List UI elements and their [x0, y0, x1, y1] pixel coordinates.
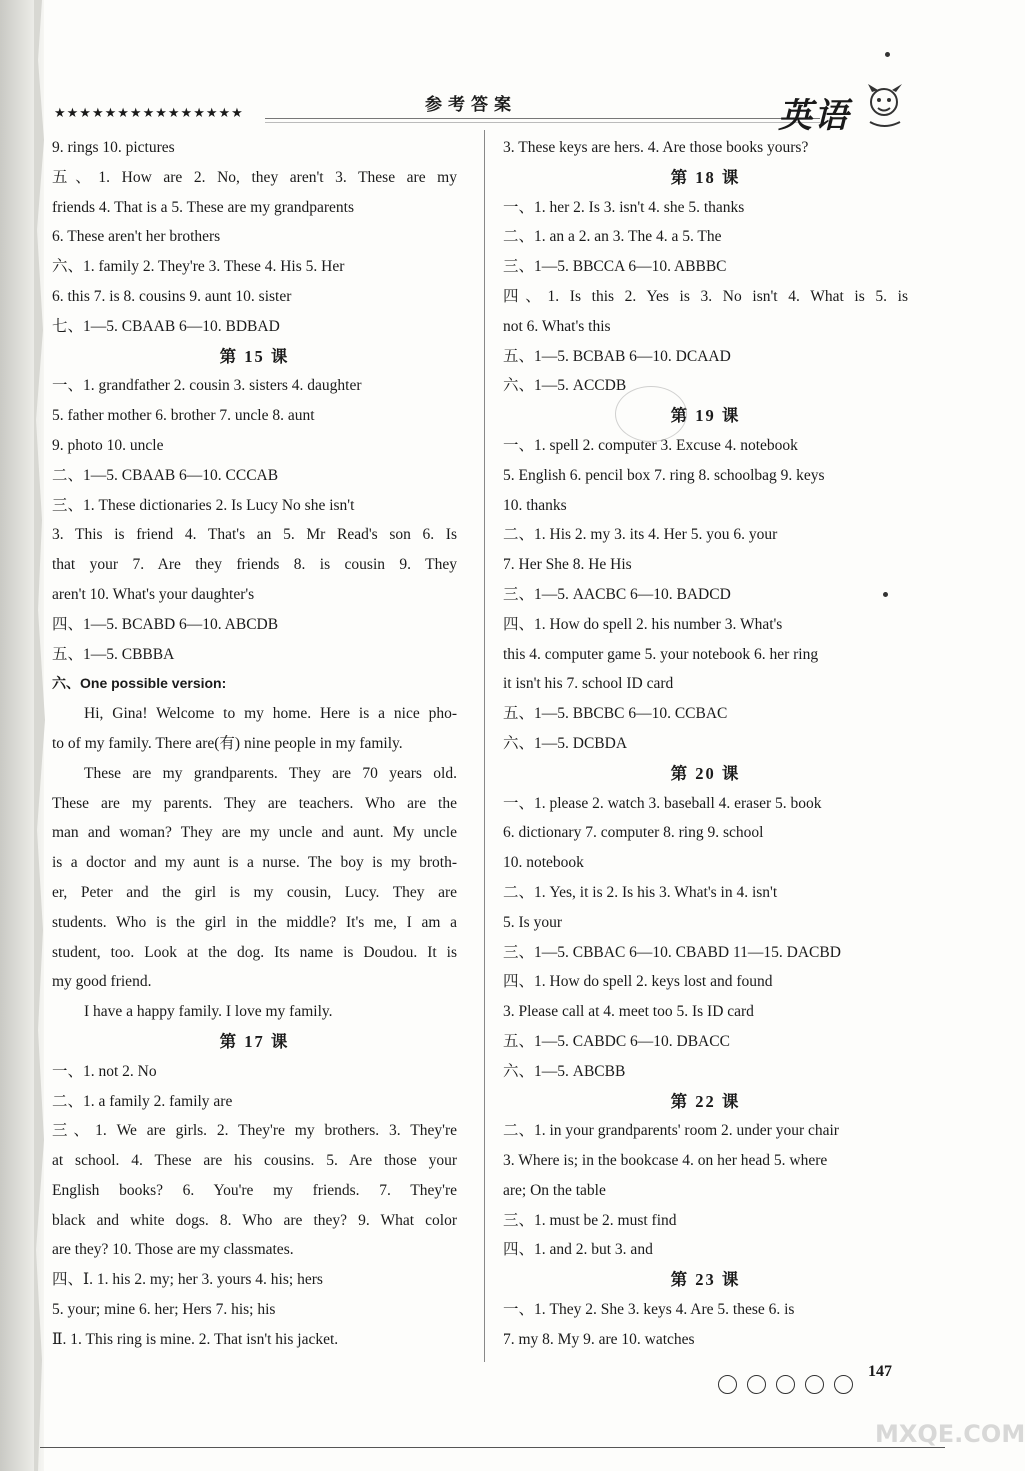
watermark-logo: MXQE.COM: [875, 1420, 1025, 1448]
dot-mark: [883, 592, 888, 597]
answer-line: 四、1. How do spell 2. his number 3. What's: [503, 615, 783, 633]
answer-line: is a doctor and my aunt is a nurse. The boy is my broth-: [52, 854, 457, 872]
brand-text: 英语: [778, 96, 850, 136]
answer-line: 二、1. an a 2. an 3. The 4. a 5. The: [503, 228, 722, 246]
answer-line: English books? 6. You're my friends. 7. They're: [52, 1181, 457, 1199]
answer-line: this 4. computer game 5. your notebook 6. her ring: [503, 645, 819, 663]
page-footer: [718, 1363, 918, 1415]
circle-decoration: [747, 1375, 766, 1394]
answer-line: 6. These aren't her brothers: [52, 228, 221, 246]
answer-line: 二、1—5. CBAAB 6—10. CCCAB: [52, 466, 279, 484]
answer-line: 一、1. please 2. watch 3. baseball 4. eraser 5. book: [503, 794, 822, 812]
answer-line: to of my family. There are(有) nine people in my family.: [52, 734, 403, 752]
answer-line: 五、1. How are 2. No, they aren't 3. These are my: [52, 168, 457, 186]
answer-line: 三、1. must be 2. must find: [503, 1211, 677, 1229]
answer-line: 五、1—5. BBCBC 6—10. CCBAC: [503, 705, 728, 723]
cartoon-icon: [862, 82, 908, 130]
answer-line: 5. Is your: [503, 913, 562, 931]
answer-line: 七、1—5. CBAAB 6—10. BDBAD: [52, 317, 280, 335]
lesson-heading: 第 18 课: [670, 167, 741, 187]
answer-line: 5. your; mine 6. her; Hers 7. his; his: [52, 1301, 276, 1319]
answer-line: 3. These keys are hers. 4. Are those books yours?: [503, 139, 809, 156]
answer-line: 四、1. How do spell 2. keys lost and found: [503, 973, 773, 991]
lesson-heading: 第 17 课: [219, 1031, 290, 1051]
answer-line: These are my parents. They are teachers. Who are the: [52, 794, 457, 812]
answer-line: 六、1—5. ABCBB: [503, 1062, 626, 1080]
answer-line: that your 7. Are they friends 8. is cousin 9. They: [52, 556, 457, 574]
answer-line: not 6. What's this: [503, 317, 611, 335]
answer-line: 二、1. His 2. my 3. its 4. Her 5. you 6. your: [503, 526, 778, 544]
answer-line: 四、1—5. BCABD 6—10. ABCDB: [52, 615, 279, 633]
answer-line: 五、1—5. CABDC 6—10. DBACC: [503, 1032, 730, 1050]
answer-line: 三、1—5. CBBAC 6—10. CBABD 11—15. DACBD: [503, 943, 841, 961]
answer-line: 一、1. spell 2. computer 3. Excuse 4. notebook: [503, 436, 798, 454]
answer-line: 一、1. They 2. She 3. keys 4. Are 5. these 6. is: [503, 1301, 795, 1319]
answer-column-right: [503, 133, 908, 1355]
answer-column-left: [52, 133, 457, 1355]
answer-line: 7. Her She 8. He His: [503, 556, 632, 574]
torn-edge-shape: [34, 0, 48, 1471]
answer-line: aren't 10. What's your daughter's: [52, 585, 255, 603]
circle-decoration: [805, 1375, 824, 1394]
answer-line: at school. 4. These are his cousins. 5. Are those your: [52, 1152, 457, 1170]
circle-decoration: [776, 1375, 795, 1394]
dot-mark: [885, 52, 890, 57]
lesson-heading: 第 20 课: [670, 763, 741, 783]
answer-line: 一、1. her 2. Is 3. isn't 4. she 5. thanks: [503, 198, 745, 216]
answer-line: 10. thanks: [503, 496, 567, 514]
answer-line: Ⅱ. 1. This ring is mine. 2. That isn't his jacket.: [52, 1330, 339, 1348]
circle-decoration: [718, 1375, 737, 1394]
answer-line: 四、1. Is this 2. Yes is 3. No isn't 4. What is 5. is: [503, 287, 908, 305]
answer-line: 六、1—5. DCBDA: [503, 734, 628, 752]
answer-line: 5. English 6. pencil box 7. ring 8. schoolbag 9. keys: [503, 466, 825, 484]
answer-line: 6. dictionary 7. computer 8. ring 9. school: [503, 824, 764, 842]
answer-line: 3. Where is; in the bookcase 4. on her head 5. where: [503, 1152, 828, 1170]
answer-line: man and woman? They are my uncle and aunt. My uncle: [52, 824, 457, 842]
answer-line: 10. notebook: [503, 854, 584, 872]
header-rule: [265, 118, 820, 119]
answer-line: it isn't his 7. school ID card: [503, 675, 674, 693]
answer-line: 三、1. We are girls. 2. They're my brothers. 3. They're: [52, 1122, 457, 1140]
answer-line: student, too. Look at the dog. Its name is Doudou. It is: [52, 943, 457, 961]
lesson-heading: 第 22 课: [670, 1091, 741, 1111]
answer-line: 六、1. family 2. They're 3. These 4. His 5. Her: [52, 258, 345, 276]
answer-line: 9. rings 10. pictures: [52, 139, 175, 156]
answer-line: my good friend.: [52, 973, 152, 991]
answer-line: These are my grandparents. They are 70 years old.: [84, 764, 457, 782]
page-number: 147: [868, 1363, 892, 1380]
answer-line: 五、1—5. CBBBA: [52, 645, 175, 663]
stamp-mark: [615, 386, 687, 442]
answer-line: 二、1. in your grandparents' room 2. under your chair: [503, 1122, 839, 1140]
bottom-rule: [40, 1447, 945, 1448]
answer-line: 3. Please call at 4. meet too 5. Is ID card: [503, 1003, 754, 1021]
answer-line: 6. this 7. is 8. cousins 9. aunt 10. sister: [52, 287, 292, 305]
lesson-heading: 第 19 课: [670, 406, 741, 426]
answer-line: 9. photo 10. uncle: [52, 436, 164, 454]
answer-line: 五、1—5. BCBAB 6—10. DCAAD: [503, 347, 731, 365]
answer-line: 3. This is friend 4. That's an 5. Mr Read's son 6. Is: [52, 526, 457, 544]
section-heading: 六、One possible version:: [52, 675, 227, 692]
answer-line: 四、1. and 2. but 3. and: [503, 1241, 653, 1259]
answer-line: 四、Ⅰ. 1. his 2. my; her 3. yours 4. his; hers: [52, 1271, 323, 1289]
answer-line: black and white dogs. 8. Who are they? 9. What color: [52, 1211, 457, 1229]
answer-line: 三、1. These dictionaries 2. Is Lucy No she isn't: [52, 496, 355, 514]
answer-line: are they? 10. Those are my classmates.: [52, 1241, 294, 1259]
circle-decoration: [834, 1375, 853, 1394]
column-divider: [484, 130, 485, 1362]
header-rule-secondary: [265, 122, 820, 123]
answer-line: are; On the table: [503, 1181, 606, 1199]
answer-line: 7. my 8. My 9. are 10. watches: [503, 1330, 695, 1348]
answer-line: 六、1—5. ACCDB: [503, 377, 627, 395]
answer-line: Hi, Gina! Welcome to my home. Here is a nice pho-: [84, 705, 457, 723]
answer-line: friends 4. That is a 5. These are my grandparents: [52, 198, 355, 216]
answer-line: 一、1. grandfather 2. cousin 3. sisters 4. daughter: [52, 377, 362, 395]
answer-line: 一、1. not 2. No: [52, 1062, 157, 1080]
answer-line: 5. father mother 6. brother 7. uncle 8. aunt: [52, 407, 315, 425]
lesson-heading: 第 15 课: [219, 346, 290, 366]
answer-line: 二、1. a family 2. family are: [52, 1092, 233, 1110]
answer-line: students. Who is the girl in the middle? It's me, I am a: [52, 913, 457, 931]
answer-line: I have a happy family. I love my family.: [84, 1003, 333, 1021]
lesson-heading: 第 23 课: [670, 1270, 741, 1290]
answer-line: er, Peter and the girl is my cousin, Lucy. They are: [52, 883, 457, 901]
answer-line: 三、1—5. AACBC 6—10. BADCD: [503, 585, 731, 603]
answer-line: 三、1—5. BBCCA 6—10. ABBBC: [503, 258, 727, 276]
star-decoration: ★★★★★★★★★★★★★★★: [54, 106, 244, 121]
brand-logo: [760, 88, 910, 138]
answer-line: 二、1. Yes, it is 2. Is his 3. What's in 4. isn't: [503, 883, 778, 901]
page-title: 参考答案: [425, 95, 517, 114]
